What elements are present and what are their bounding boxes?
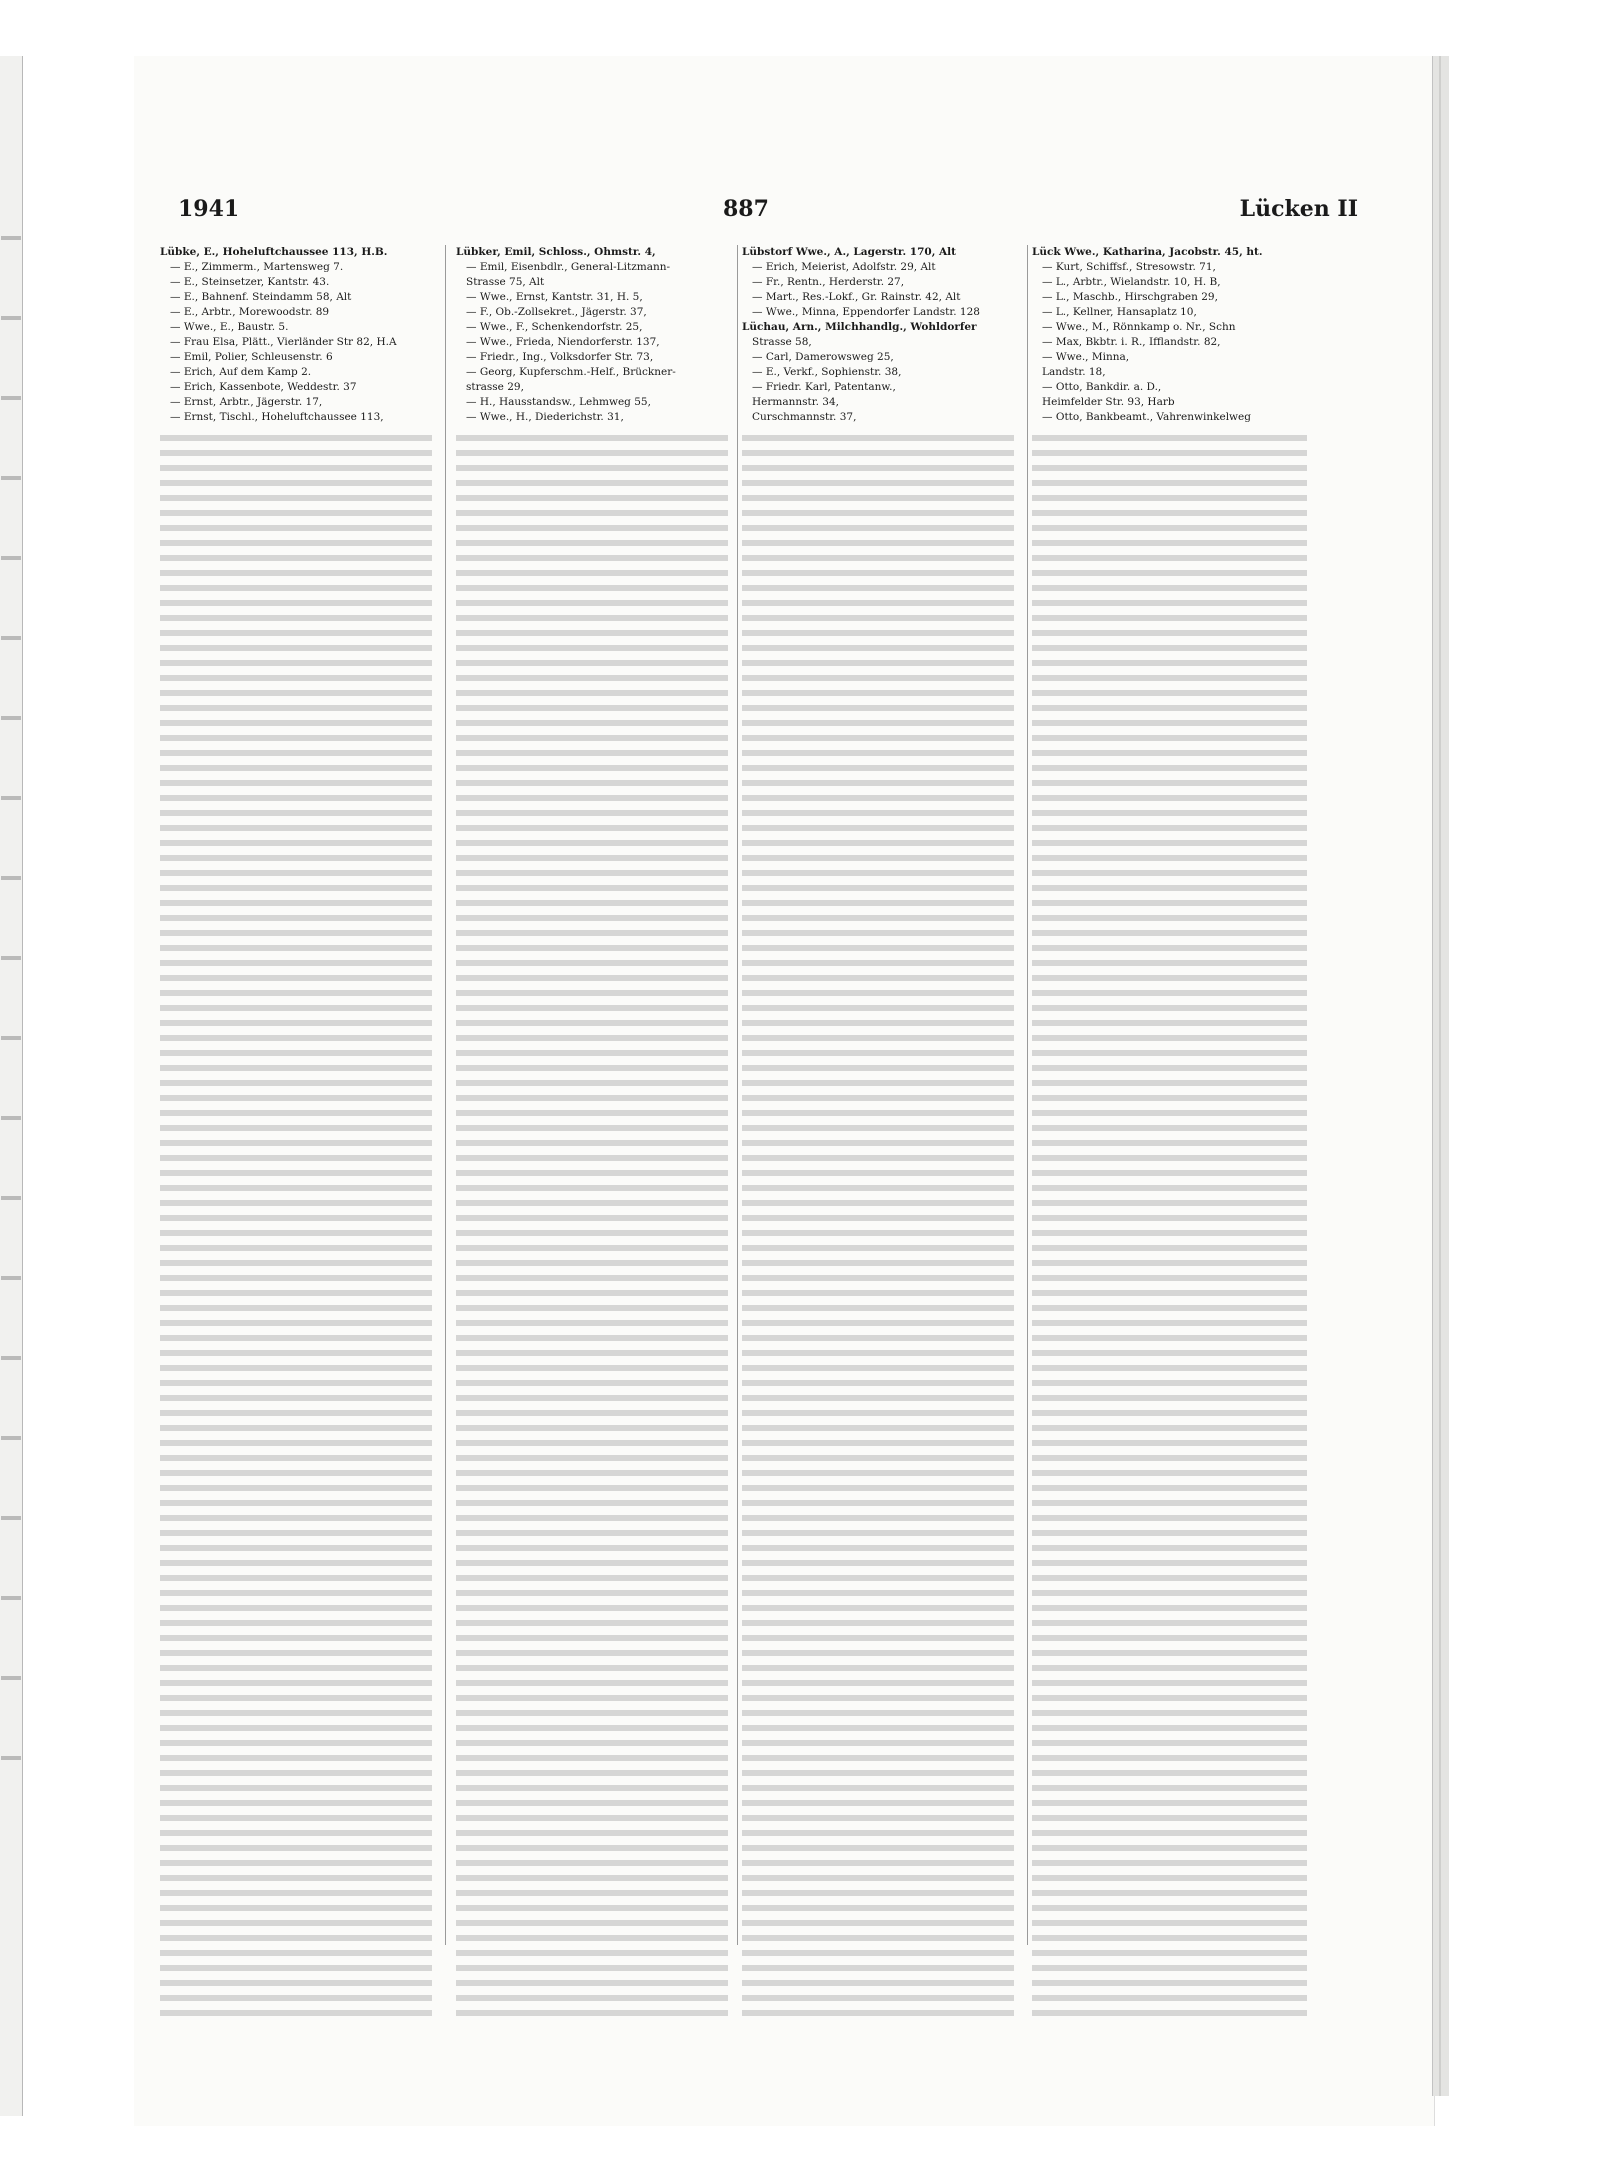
directory-entry: — Georg, Kupferschm.-Helf., Brückner- bbox=[466, 366, 676, 378]
directory-entry: — Friedr., Ing., Volksdorfer Str. 73, bbox=[466, 351, 654, 363]
directory-entry: Hermannstr. 34, bbox=[752, 396, 839, 408]
column-divider bbox=[737, 245, 738, 1945]
directory-entry: — Frau Elsa, Plätt., Vierländer Str 82, H.A bbox=[170, 336, 397, 348]
directory-entry: — Wwe., Ernst, Kantstr. 31, H. 5, bbox=[466, 291, 643, 303]
directory-entry: — Erich, Meierist, Adolfstr. 29, Alt bbox=[752, 261, 936, 273]
directory-entry: — Wwe., H., Diederichstr. 31, bbox=[466, 411, 624, 423]
directory-entry: Lübstorf Wwe., A., Lagerstr. 170, Alt bbox=[742, 246, 957, 258]
directory-entry: — Friedr. Karl, Patentanw., bbox=[752, 381, 896, 393]
directory-entry: — F., Ob.-Zollsekret., Jägerstr. 37, bbox=[466, 306, 647, 318]
directory-entry: — Emil, Eisenbdlr., General-Litzmann- bbox=[466, 261, 671, 273]
remaining-entries-placeholder bbox=[1032, 431, 1307, 2025]
directory-entry: — E., Zimmerm., Martensweg 7. bbox=[170, 261, 344, 273]
directory-entry: — Otto, Bankbeamt., Vahrenwinkelweg bbox=[1042, 411, 1251, 423]
directory-entry: Lübke, E., Hoheluftchaussee 113, H.B. bbox=[160, 246, 388, 258]
directory-entry: — Kurt, Schiffsf., Stresowstr. 71, bbox=[1042, 261, 1216, 273]
directory-entry: — Carl, Damerowsweg 25, bbox=[752, 351, 894, 363]
directory-entry: — H., Hausstandsw., Lehmweg 55, bbox=[466, 396, 651, 408]
directory-entry: — Otto, Bankdir. a. D., bbox=[1042, 381, 1162, 393]
remaining-entries-placeholder bbox=[742, 431, 1014, 2025]
running-head-keyword: Lücken II bbox=[1239, 196, 1358, 222]
directory-entry: — Wwe., Minna, bbox=[1042, 351, 1130, 363]
directory-entry: — Ernst, Tischl., Hoheluftchaussee 113, bbox=[170, 411, 384, 423]
directory-entry: Lüchau, Arn., Milchhandlg., Wohldorfer bbox=[742, 321, 977, 333]
directory-entry: — Fr., Rentn., Herderstr. 27, bbox=[752, 276, 905, 288]
directory-column-1 bbox=[160, 245, 432, 2025]
directory-column-2 bbox=[456, 245, 728, 2025]
directory-entry: Strasse 58, bbox=[752, 336, 812, 348]
page-number: 887 bbox=[723, 196, 769, 222]
directory-entry: — Emil, Polier, Schleusenstr. 6 bbox=[170, 351, 333, 363]
directory-entry: — E., Verkf., Sophienstr. 38, bbox=[752, 366, 902, 378]
directory-entry: — Erich, Auf dem Kamp 2. bbox=[170, 366, 312, 378]
directory-entry: — E., Steinsetzer, Kantstr. 43. bbox=[170, 276, 330, 288]
running-head bbox=[178, 196, 1358, 230]
directory-entry: — Wwe., E., Baustr. 5. bbox=[170, 321, 289, 333]
directory-entry: — Max, Bkbtr. i. R., Ifflandstr. 82, bbox=[1042, 336, 1221, 348]
column-divider bbox=[445, 245, 446, 1945]
directory-entry: — L., Kellner, Hansaplatz 10, bbox=[1042, 306, 1197, 318]
directory-entry: — Wwe., Minna, Eppendorfer Landstr. 128 bbox=[752, 306, 980, 318]
directory-entry: — Erich, Kassenbote, Weddestr. 37 bbox=[170, 381, 357, 393]
directory-entry: Curschmannstr. 37, bbox=[752, 411, 857, 423]
directory-entry: Heimfelder Str. 93, Harb bbox=[1042, 396, 1175, 408]
directory-entry: Landstr. 18, bbox=[1042, 366, 1106, 378]
directory-column-4 bbox=[1032, 245, 1307, 2025]
directory-entry: — Wwe., Frieda, Niendorferstr. 137, bbox=[466, 336, 660, 348]
directory-entry: Lück Wwe., Katharina, Jacobstr. 45, ht. bbox=[1032, 246, 1263, 258]
directory-entry: Strasse 75, Alt bbox=[466, 276, 545, 288]
previous-page-fragment bbox=[0, 56, 23, 2116]
directory-entry: — L., Arbtr., Wielandstr. 10, H. B, bbox=[1042, 276, 1221, 288]
directory-column-3 bbox=[742, 245, 1014, 2025]
remaining-entries-placeholder bbox=[160, 431, 432, 2025]
column-divider bbox=[1027, 245, 1028, 1945]
page-edge bbox=[1432, 56, 1449, 2096]
directory-entry: — E., Arbtr., Morewoodstr. 89 bbox=[170, 306, 330, 318]
directory-entry: — Wwe., F., Schenkendorfstr. 25, bbox=[466, 321, 643, 333]
directory-entry: Lübker, Emil, Schloss., Ohmstr. 4, bbox=[456, 246, 656, 258]
remaining-entries-placeholder bbox=[456, 431, 728, 2025]
directory-entry: — Mart., Res.-Lokf., Gr. Rainstr. 42, Alt bbox=[752, 291, 961, 303]
directory-entry: — E., Bahnenf. Steindamm 58, Alt bbox=[170, 291, 352, 303]
directory-entry: — L., Maschb., Hirschgraben 29, bbox=[1042, 291, 1218, 303]
running-head-year: 1941 bbox=[178, 196, 240, 222]
directory-entry: — Ernst, Arbtr., Jägerstr. 17, bbox=[170, 396, 323, 408]
directory-entry: strasse 29, bbox=[466, 381, 524, 393]
directory-entry: — Wwe., M., Rönnkamp o. Nr., Schn bbox=[1042, 321, 1236, 333]
